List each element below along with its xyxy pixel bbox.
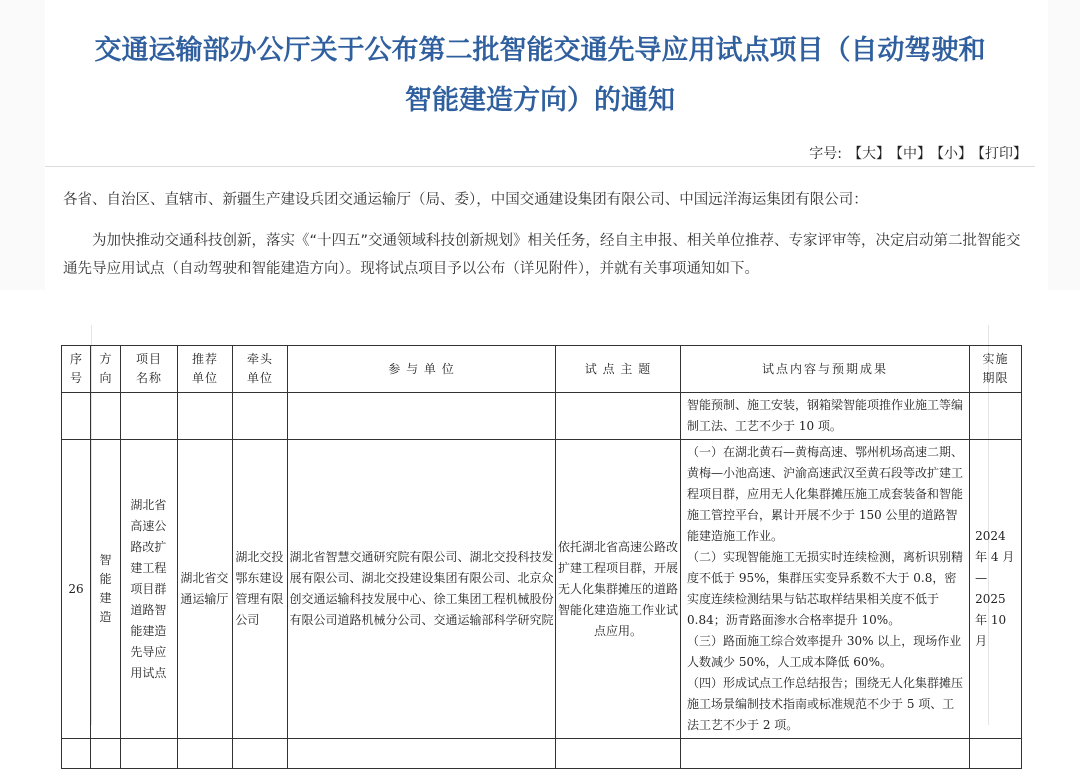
row26-period: 2024 年 4 月—2025 年 10 月 (970, 440, 1022, 739)
font-medium-button[interactable]: 【中】 (896, 146, 931, 162)
table-row-26 (62, 440, 1022, 739)
table-header-row (62, 346, 1022, 393)
table-cell (178, 739, 233, 769)
title-line-1: 交通运输部办公厅关于公布第二批智能交通先导应用试点项目（自动驾驶和 (94, 35, 986, 66)
header-project: 项目名称 (121, 346, 178, 393)
header-content: 试点内容与预期成果 (681, 346, 970, 393)
table-row (62, 393, 1022, 440)
table-cell (91, 393, 121, 440)
row26-participants: 湖北省智慧交通研究院有限公司、湖北交投科技发展有限公司、湖北交投建设集团有限公司、北京众创交通运输科技发展中心、徐工集团工程机械股份有限公司道路机械分公司、交通运输部科学研究院 (288, 440, 556, 739)
table-cell (233, 393, 288, 440)
table-cell (121, 739, 178, 769)
row26-direction: 智能建造 (91, 440, 121, 739)
font-large-button[interactable]: 【大】 (848, 146, 890, 162)
table-cell (288, 739, 556, 769)
content-item-2: （二）实现智能施工无损实时连续检测，离析识别精度不低于 95%，集群压实变异系数不大于 0.8，密实度连续检测结果与钻芯取样结果相关度不低于 0.84；沥青路面渗水合格率提升 10%。 (687, 550, 964, 627)
header-theme: 试 点 主 题 (556, 346, 681, 393)
table-cell (178, 393, 233, 440)
body-paragraph: 为加快推动交通科技创新，落实《“十四五”交通领域科技创新规划》相关任务，经自主申报、相关单位推荐、专家评审等，决定启动第二批智能交通先导应用试点（自动驾驶和智能建造方向）。现将试点项目予以公布（详见附件），并就有关事项通知如下。 (63, 233, 1021, 277)
header-seq: 序号 (62, 346, 91, 393)
content-item-1: （一）在湖北黄石—黄梅高速、鄂州机场高速二期、黄梅—小池高速、沪渝高速武汉至黄石段等改扩建工程项目群，应用无人化集群摊压施工成套装备和智能施工管控平台，累计开展不少于 150 公里的道路智能建造施工作业。 (687, 445, 964, 543)
table-cell (288, 393, 556, 440)
content-item-3: （三）路面施工综合效率提升 30% 以上，现场作业人数减少 50%，人工成本降低 60%。 (687, 634, 962, 669)
font-size-controls (809, 143, 1027, 163)
table-cell (121, 393, 178, 440)
print-button[interactable]: 【打印】 (978, 146, 1027, 162)
table-cell (62, 739, 91, 769)
row26-content (681, 440, 970, 739)
salutation-paragraph: 各省、自治区、直辖市、新疆生产建设兵团交通运输厅（局、委），中国交通建设集团有限公司、中国远洋海运集团有限公司： (63, 192, 868, 208)
table-cell (556, 739, 681, 769)
prev-row-content: 智能预制、施工安装，钢箱梁智能项推作业施工等编制工法、工艺不少于 10 项。 (681, 393, 970, 440)
row26-lead: 湖北交投鄂东建设管理有限公司 (233, 440, 288, 739)
table-cell (91, 739, 121, 769)
table-cell (62, 393, 91, 440)
pilot-project-table (61, 345, 1022, 769)
header-participants: 参 与 单 位 (288, 346, 556, 393)
table-cell (556, 393, 681, 440)
row26-recommend: 湖北省交通运输厅 (178, 440, 233, 739)
divider (45, 166, 1035, 167)
row26-theme: 依托湖北省高速公路改扩建工程项目群，开展无人化集群摊压的道路智能化建造施工作业试点应用。 (556, 440, 681, 739)
table-cell (970, 739, 1022, 769)
font-size-label: 字号: (809, 146, 842, 162)
page-title (0, 26, 1080, 126)
table-cell (970, 393, 1022, 440)
table-row-next (62, 739, 1022, 769)
row26-seq: 26 (62, 440, 91, 739)
table-cell (233, 739, 288, 769)
header-lead: 牵头单位 (233, 346, 288, 393)
header-direction: 方向 (91, 346, 121, 393)
content-item-4: （四）形成试点工作总结报告；围绕无人化集群摊压施工场景编制技术指南或标准规范不少于 5 项、工法工艺不少于 2 项。 (687, 676, 964, 732)
font-small-button[interactable]: 【小】 (937, 146, 972, 162)
header-period: 实施期限 (970, 346, 1022, 393)
row26-project: 湖北省高速公路改扩建工程项目群道路智能建造先导应用试点 (121, 440, 178, 739)
table-cell (681, 739, 970, 769)
header-recommend: 推荐单位 (178, 346, 233, 393)
title-line-2: 智能建造方向）的通知 (405, 85, 675, 116)
